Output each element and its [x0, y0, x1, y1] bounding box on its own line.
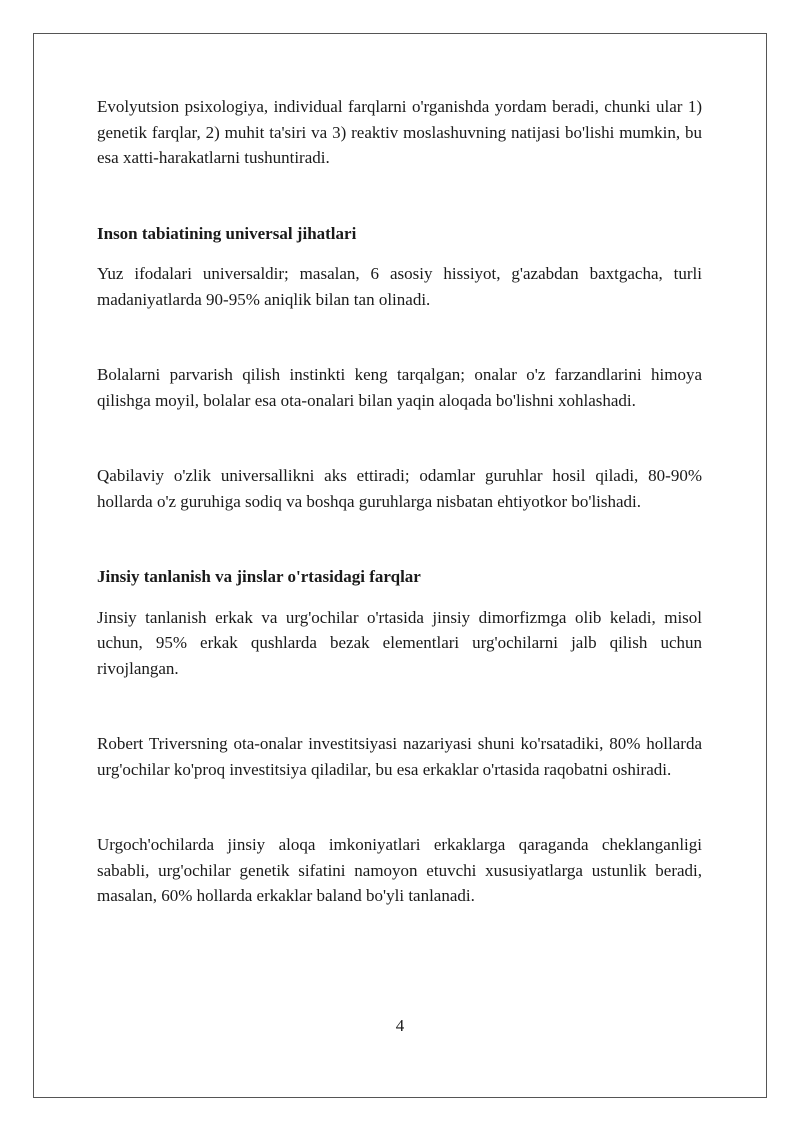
paragraph-trivers-theory: Robert Triversning ota-onalar investitsiyasi nazariyasi shuni ko'rsatadiki, 80% hollarda urg'ochilar ko'proq investitsiya qiladilar, bu esa erkaklar o'rtasida raqobatni oshiradi.	[97, 734, 702, 779]
paragraph-facial-expressions: Yuz ifodalari universaldir; masalan, 6 asosiy hissiyot, g'azabdan baxtgacha, turli madaniyatlarda 90-95% aniqlik bilan tan olinadi.	[97, 264, 702, 309]
paragraph-tribal-identity: Qabilaviy o'zlik universallikni aks ettiradi; odamlar guruhlar hosil qiladi, 80-90% hollarda o'z guruhiga sodiq va boshqa guruhlarga nisbatan ehtiyotkor bo'lishadi.	[97, 466, 702, 511]
page-number: 4	[395, 1016, 405, 1035]
paragraph-parenting-instinct: Bolalarni parvarish qilish instinkti keng tarqalgan; onalar o'z farzandlarini himoya qilishga moyil, bolalar esa ota-onalari bilan yaqin aloqada bo'lishni xohlashadi.	[97, 365, 702, 410]
paragraph-mate-preference: Urgoch'ochilarda jinsiy aloqa imkoniyatlari erkaklarga qaraganda cheklanganligi sababli, urg'ochilar genetik sifatini namoyon etuvchi xususiyatlarga ustunlik beradi, masalan, 60% hollarda erkaklar baland bo'yli tanlanadi.	[97, 835, 702, 905]
section-heading-universal: Inson tabiatining universal jihatlari	[97, 223, 357, 243]
paragraph-dimorphism: Jinsiy tanlanish erkak va urg'ochilar o'rtasida jinsiy dimorfizmga olib keladi, misol uchun, 95% erkak qushlarda bezak elementlari urg'ochilarni jalb qilish uchun rivojlangan.	[97, 607, 702, 678]
section-heading-sexual-selection: Jinsiy tanlanish va jinslar o'rtasidagi farqlar	[97, 567, 421, 586]
intro-paragraph: Evolyutsion psixologiya, individual farqlarni o'rganishda yordam beradi, chunki ular 1) genetik farqlar, 2) muhit ta'siri va 3) reaktiv moslashuvning natijasi bo'lishi mumkin, bu esa xatti-harakatlarni tushuntiradi.	[97, 97, 702, 167]
page-content	[97, 94, 702, 909]
